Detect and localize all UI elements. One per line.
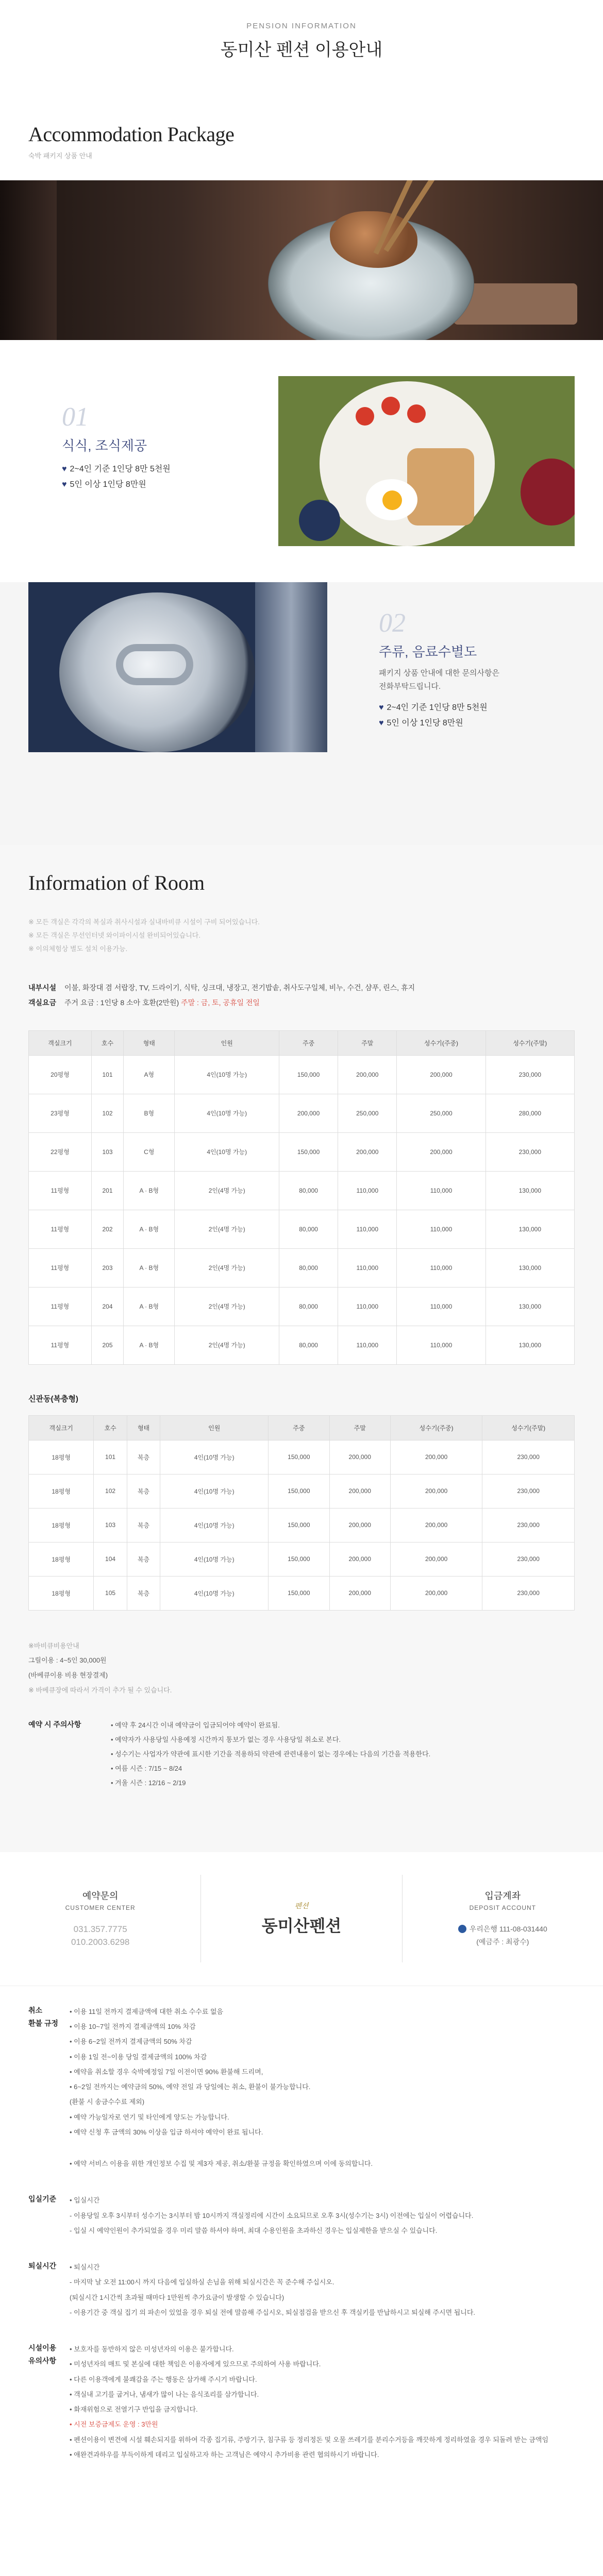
page-header (0, 0, 603, 90)
breakfast-photo (278, 376, 575, 546)
facility-info (28, 980, 575, 1011)
table-row (29, 1542, 575, 1576)
customer-center-title: 예약문의 (82, 1890, 119, 1901)
heart-icon: ♥ (62, 480, 67, 489)
table-header-cell: 주말 (329, 1415, 390, 1440)
list-item: - 입실 시 예약인원이 추가되었을 경우 미리 말씀 하셔야 하며, 최대 수용인원을 초과하신 경우는 입실제한을 받으실 수 있습니다. (70, 2226, 438, 2234)
table-cell: 202 (91, 1210, 123, 1248)
table-cell: 18평형 (29, 1474, 94, 1508)
bank-info: 우리은행 111-08-031440 (예금주 : 최광수) (403, 1923, 603, 1948)
room-rate-table (28, 1030, 575, 1365)
table-cell: 230,000 (485, 1055, 574, 1094)
customer-center-subtitle: CUSTOMER CENTER (65, 1904, 136, 1911)
table-cell: A형 (124, 1055, 175, 1094)
package-title: Accommodation Package (28, 123, 234, 146)
cancel-policy: 취소 환불 규정 • 이용 11일 전까지 결제금액에 대한 취소 수수료 없음 • 이용 10~7일 전까지 결제금액의 10% 차감 • 이용 6~2일 전까지 결제금액의 50% 차감 • 이용 1일 전~이용 당일 결제금액의 100% 차감 • 예약을 취소할 경우 숙박예정일 7일 이전이면 90% 환불해 드리며, • 6~2일 전까지는 예약금의 50%, 예약 전일 과 당일에는 취소, 환불이 불가능합니다. (환불 시 송금수수료 제외) • 예약 가능일자로 연기 및 타인에게 양도는 가능합니다. • 예약 신청 후 금액의 30% 이상을 입금 하셔야 예약이 완료 됩니다. • 예약 서비스 이용을 위한 개인정보 수집 및 제3자 제공, 취소/환불 규정을 확인하였으며 이에 동의합니다. (28, 2004, 575, 2172)
table-cell: 150,000 (269, 1508, 329, 1542)
table-cell: 80,000 (279, 1210, 338, 1248)
table-cell: 23평형 (29, 1094, 92, 1132)
table-cell: 110,000 (338, 1326, 397, 1364)
table-cell: 20평형 (29, 1055, 92, 1094)
table-header-cell: 호수 (91, 1030, 123, 1055)
table-cell: 2인(4명 가능) (175, 1210, 279, 1248)
list-item: • 다른 이용객에게 불쾌감을 주는 행동은 삼가해 주시기 바랍니다. (70, 2375, 257, 2383)
table-cell: 200,000 (338, 1132, 397, 1171)
table-cell: 22평형 (29, 1132, 92, 1171)
list-item: - 이용당일 오후 3시부터 성수기는 3시부터 밤 10시까지 객실정리에 시간이 소요되므로 오후 3시(성수기는 3시) 이전에는 입실이 어렵습니다. (70, 2211, 474, 2219)
table-cell: 105 (94, 1576, 127, 1610)
table-cell: 4인(10명 가능) (160, 1508, 269, 1542)
table-row (29, 1171, 575, 1210)
table-cell: 80,000 (279, 1287, 338, 1326)
list-item (70, 2140, 373, 2156)
offer-meal (0, 340, 603, 582)
list-item: • 입실시간 (70, 2196, 100, 2205)
table-cell: 110,000 (338, 1171, 397, 1210)
package-subtitle: 숙박 패키지 상품 안내 (28, 152, 92, 160)
table-cell: 110,000 (397, 1287, 485, 1326)
list-item: • 애완견과하우를 부득이하게 데리고 입실하고자 하는 고객님은 예약시 추가비용 관련 협의하시기 바랍니다. (70, 2450, 379, 2459)
table-cell: 150,000 (269, 1576, 329, 1610)
table-cell: 200,000 (329, 1508, 390, 1542)
list-item: • 미성년자의 매트 및 본실에 대한 책임은 이용자에게 있으므로 주의하여 사용 바랍니다. (70, 2360, 321, 2368)
table-cell: 104 (94, 1542, 127, 1576)
table-header-cell: 주중 (279, 1030, 338, 1055)
policy-section (0, 1986, 603, 2493)
table-cell: 복층 (127, 1508, 160, 1542)
table-cell: 130,000 (485, 1171, 574, 1210)
list-item: • 펜션이용이 변견에 시설 훼손되지를 위하여 각종 집기류, 주방기구, 침구류 등 정리정돈 및 오물 쓰레기를 분리수거등을 깨끗하게 정리하였을 경우 되돌려 받는 금액임 (70, 2435, 549, 2444)
table-cell: 102 (91, 1094, 123, 1132)
pension-logo: 펜션 동미산펜션 (200, 1875, 402, 1962)
customer-center (0, 1889, 200, 1949)
table-cell: 103 (94, 1508, 127, 1542)
table-cell: 101 (94, 1440, 127, 1474)
table-header-cell: 호수 (94, 1415, 127, 1440)
table-cell: A · B형 (124, 1210, 175, 1248)
list-item: • 이용 1일 전~이용 당일 결제금액의 100% 차감 (70, 2053, 207, 2061)
table-cell: 200,000 (397, 1055, 485, 1094)
list-item: • 보호자를 동반하지 않은 미성년자의 이용은 불가합니다. (70, 2345, 234, 2353)
offer-title: 식식, 조식제공 (62, 438, 147, 453)
offer-price-list (379, 700, 499, 732)
table-cell: 110,000 (397, 1248, 485, 1287)
table-row (29, 1440, 575, 1474)
table-cell: 200,000 (390, 1508, 482, 1542)
table-cell: 11평형 (29, 1248, 92, 1287)
table-cell: 250,000 (338, 1094, 397, 1132)
table-cell: 130,000 (485, 1287, 574, 1326)
list-item: • 예약을 취소할 경우 숙박예정일 7일 이전이면 90% 환불해 드리며, (70, 2067, 263, 2076)
table-row (29, 1576, 575, 1610)
table-cell: 11평형 (29, 1210, 92, 1248)
table-cell: 2인(4명 가능) (175, 1287, 279, 1326)
table-cell: 200,000 (397, 1132, 485, 1171)
table-header-cell: 객실크기 (29, 1415, 94, 1440)
facility-label: 내부시설 (28, 984, 57, 992)
table-cell: 4인(10명 가능) (160, 1474, 269, 1508)
annex-title: 신관동(복층형) (28, 1394, 78, 1403)
list-item: • 이용 10~7일 전까지 결제금액의 10% 차감 (70, 2023, 196, 2031)
table-cell: 205 (91, 1326, 123, 1364)
drink-can-photo (28, 582, 327, 752)
reservation-notes (28, 1718, 575, 1790)
room-notes: ※ 모든 객실은 각각의 복실과 취사시설과 실내바비큐 시설이 구비 되어있습니다. ※ 모든 객실은 무선인터넷 와이파이시설 완비되어있습니다. ※ 이의체험상 별도 설치 이용가능. (28, 918, 260, 953)
table-cell: 복층 (127, 1474, 160, 1508)
table-cell: 4인(10명 가능) (160, 1542, 269, 1576)
table-cell: 150,000 (269, 1440, 329, 1474)
table-row (29, 1055, 575, 1094)
contact-section (0, 1852, 603, 1986)
table-cell: 230,000 (482, 1508, 575, 1542)
table-cell: 200,000 (279, 1094, 338, 1132)
list-item: (환불 시 송금수수료 제외) (70, 2098, 145, 2106)
table-cell: 80,000 (279, 1171, 338, 1210)
table-cell: 200,000 (329, 1440, 390, 1474)
table-cell: 복층 (127, 1542, 160, 1576)
list-item: • 겨울 시즌 : 12/16 ~ 2/19 (111, 1778, 186, 1787)
table-cell: 200,000 (338, 1055, 397, 1094)
heart-icon: ♥ (379, 703, 384, 712)
table-cell: A · B형 (124, 1171, 175, 1210)
bbq-info: ※바비큐비용안내 그릴이용 : 4~5인 30,000원 (바베큐이용 비용 현장결제) ※ 바베큐장에 따라서 가격이 추가 될 수 있습니다. (28, 1641, 172, 1694)
table-row (29, 1210, 575, 1248)
table-cell: 230,000 (482, 1440, 575, 1474)
table-cell: 2인(4명 가능) (175, 1326, 279, 1364)
offer-title: 주류, 음료수별도 (379, 644, 477, 659)
list-item: • 시전 보증금제도 운영 : 3만원 (70, 2420, 158, 2429)
offer-number: 02 (379, 608, 406, 638)
table-cell: 2인(4명 가능) (175, 1171, 279, 1210)
table-row (29, 1508, 575, 1542)
table-cell: A · B형 (124, 1248, 175, 1287)
table-cell: 150,000 (269, 1542, 329, 1576)
room-information (0, 845, 603, 1852)
table-cell: 103 (91, 1132, 123, 1171)
table-header-cell: 주중 (269, 1415, 329, 1440)
list-item: • 예약 서비스 이용을 위한 개인정보 수집 및 제3자 제공, 취소/환불 규정을 확인하였으며 이에 동의합니다. (70, 2160, 373, 2168)
deposit-account (403, 1889, 603, 1948)
phone-numbers[interactable]: 031.357.7775 010.2003.6298 (71, 1924, 130, 1947)
table-cell: A · B형 (124, 1326, 175, 1364)
table-cell: 200,000 (390, 1440, 482, 1474)
table-cell: 복층 (127, 1440, 160, 1474)
page-title: 동미산 펜션 이용안내 (220, 40, 383, 60)
list-item: (퇴실시간 1시간씩 초과될 때마다 1만원씩 추가요금이 발생할 수 있습니다) (70, 2293, 284, 2301)
list-item: ♥ 5인 이상 1인당 8만원 (379, 719, 463, 728)
table-cell: 18평형 (29, 1508, 94, 1542)
table-row (29, 1094, 575, 1132)
list-item: • 예약자가 사용당일 사용예정 시간까지 통보가 없는 경우 사용당일 취소로 본다. (111, 1736, 341, 1744)
list-item: ♥ 2~4인 기준 1인당 8만 5천원 (379, 703, 488, 712)
table-cell: 11평형 (29, 1287, 92, 1326)
offer-description: 패키지 상품 안내에 대한 문의사항은 전화부탁드립니다. (379, 669, 500, 691)
list-item: • 이용 6~2일 전까지 결제금액의 50% 차감 (70, 2038, 192, 2046)
table-cell: 복층 (127, 1576, 160, 1610)
table-cell: 80,000 (279, 1248, 338, 1287)
table-row (29, 1326, 575, 1364)
table-cell: 11평형 (29, 1326, 92, 1364)
table-cell: 250,000 (397, 1094, 485, 1132)
table-cell: 2인(4명 가능) (175, 1248, 279, 1287)
list-item: • 여름 시즌 : 7/15 ~ 8/24 (111, 1764, 182, 1772)
table-row (29, 1248, 575, 1287)
table-header-cell: 형태 (124, 1030, 175, 1055)
table-cell: C형 (124, 1132, 175, 1171)
table-cell: 230,000 (482, 1474, 575, 1508)
table-cell: 110,000 (338, 1210, 397, 1248)
table-cell: 150,000 (279, 1055, 338, 1094)
table-cell: 18평형 (29, 1542, 94, 1576)
table-cell: 18평형 (29, 1576, 94, 1610)
list-item: • 퇴실시간 (70, 2263, 100, 2272)
room-title: Information of Room (28, 871, 205, 894)
table-header-cell: 성수기(주중) (397, 1030, 485, 1055)
table-cell: 150,000 (279, 1132, 338, 1171)
table-row (29, 1132, 575, 1171)
offer-number: 01 (62, 402, 89, 432)
checkout-policy: 퇴실시간 • 퇴실시간 - 마지막 날 오전 11:00시 까지 다음에 입실하실 손님을 위해 퇴실시간은 꼭 준수해 주십시오. (퇴실시간 1시간씩 초과될 때마다 1만원씩 추가요금이 발생할 수 있습니다) - 이용기간 중 객실 집기 의 파손이 있었을 경우 퇴실 전에 말씀해 주십시오, 퇴실점검을 받으신 후 객실키를 반납하시고 퇴실해 주시면 됩니다. (28, 2260, 575, 2320)
table-row (29, 1287, 575, 1326)
table-cell: 230,000 (482, 1542, 575, 1576)
package-banner-image (0, 180, 603, 340)
table-cell: 201 (91, 1171, 123, 1210)
annex-rate-table (28, 1415, 575, 1611)
table-cell: 230,000 (482, 1576, 575, 1610)
table-header-cell: 주말 (338, 1030, 397, 1055)
list-item: • 이용 11일 전까지 결제금액에 대한 취소 수수료 없음 (70, 2007, 224, 2015)
deposit-title: 입금계좌 (484, 1891, 521, 1902)
table-cell: 80,000 (279, 1326, 338, 1364)
reservation-label: 예약 시 주의사항 (28, 1720, 81, 1729)
table-cell: 110,000 (397, 1210, 485, 1248)
table-cell: 230,000 (485, 1132, 574, 1171)
rate-text: 주거 요금 : 1인당 8 소아 호환(2만원) 주말 : 금, 토, 공휴일 전일 (64, 998, 260, 1007)
table-cell: 130,000 (485, 1210, 574, 1248)
list-item: • 예약 신청 후 금액의 30% 이상을 입금 하셔야 예약이 완료 됩니다. (70, 2128, 263, 2136)
facility-notice: 시설이용 유의사항 • 보호자를 동반하지 않은 미성년자의 이용은 불가합니다. • 미성년자의 매트 및 본실에 대한 책임은 이용자에게 있으므로 주의하여 사용 바랍니다. • 다른 이용객에게 불쾌감을 주는 행동은 삼가해 주시기 바랍니다. • 객실내 고기를 굽거나, 냄새가 많이 나는 음식조리를 삼가합니다. • 화재위험으로 전열기구 반입을 금지합니다. • 시전 보증금제도 운영 : 3만원 • 펜션이용이 변견에 시설 훼손되지를 위하여 각종 집기류, 주방기구, 침구류 등 정리정돈 및 오물 쓰레기를 분리수거등을 깨끗하게 정리하였을 경우 되돌려 받는 금액임 • 애완견과하우를 부득이하게 데리고 입실하고자 하는 고객님은 예약시 추가비용 관련 협의하시기 바랍니다. (28, 2342, 575, 2462)
table-cell: 110,000 (397, 1326, 485, 1364)
table-cell: 4인(10명 가능) (160, 1576, 269, 1610)
list-item: - 이용기간 중 객실 집기 의 파손이 있었을 경우 퇴실 전에 말씀해 주십시오, 퇴실점검을 받으신 후 객실키를 반납하시고 퇴실해 주시면 됩니다. (70, 2308, 476, 2316)
table-cell: 18평형 (29, 1440, 94, 1474)
list-item: • 예약 후 24시간 이내 예약금이 입금되어야 예약이 완료됨. (111, 1721, 280, 1730)
table-cell: A · B형 (124, 1287, 175, 1326)
bank-icon (458, 1925, 466, 1933)
table-cell: 130,000 (485, 1326, 574, 1364)
list-item: • 성수기는 사업자가 약관에 표시한 기간을 적용하되 약관에 관련내용이 없는 경우에는 다음의 기간을 적용한다. (111, 1750, 431, 1758)
table-cell: 200,000 (329, 1542, 390, 1576)
table-cell: 200,000 (390, 1542, 482, 1576)
table-cell: 110,000 (338, 1287, 397, 1326)
list-item: • 6~2일 전까지는 예약금의 50%, 예약 전일 과 당일에는 취소, 환불이 불가능합니다. (70, 2083, 311, 2091)
page-eyebrow: PENSION INFORMATION (246, 22, 357, 30)
table-cell: 11평형 (29, 1171, 92, 1210)
heart-icon: ♥ (379, 719, 384, 728)
offer-drinks (0, 582, 603, 845)
table-cell: 150,000 (269, 1474, 329, 1508)
table-row (29, 1474, 575, 1508)
table-cell: 4인(10명 가능) (175, 1094, 279, 1132)
table-cell: 110,000 (397, 1171, 485, 1210)
table-cell: B형 (124, 1094, 175, 1132)
list-item: ♥ 5인 이상 1인당 8만원 (62, 480, 146, 489)
table-cell: 102 (94, 1474, 127, 1508)
table-header-cell: 인원 (160, 1415, 269, 1440)
list-item: - 마지막 날 오전 11:00시 까지 다음에 입실하실 손님을 위해 퇴실시간은 꼭 준수해 주십시오. (70, 2278, 334, 2286)
table-cell: 203 (91, 1248, 123, 1287)
table-cell: 280,000 (485, 1094, 574, 1132)
checkin-policy: 입실기준 • 입실시간 - 이용당일 오후 3시부터 성수기는 3시부터 밤 10시까지 객실정리에 시간이 소요되므로 오후 3시(성수기는 3시) 이전에는 입실이 어렵습니다. - 입실 시 예약인원이 추가되었을 경우 미리 말씀 하셔야 하며, 최대 수용인원을 초과하신 경우는 입실제한을 받으실 수 있습니다. (28, 2193, 575, 2238)
table-header-cell: 객실크기 (29, 1030, 92, 1055)
rate-label: 객실요금 (28, 998, 57, 1007)
table-cell: 4인(10명 가능) (160, 1440, 269, 1474)
table-header-cell: 성수기(주중) (390, 1415, 482, 1440)
table-cell: 130,000 (485, 1248, 574, 1287)
offer-price-list (62, 462, 171, 493)
table-header-cell: 성수기(주말) (485, 1030, 574, 1055)
heart-icon: ♥ (62, 465, 67, 473)
facility-text: 이불, 화장대 겸 서랍장, TV, 드라이기, 식탁, 싱크대, 냉장고, 전기밥솥, 취사도구일체, 비누, 수건, 샴푸, 린스, 휴지 (64, 984, 415, 992)
table-header-cell: 성수기(주말) (482, 1415, 575, 1440)
package-header (0, 90, 603, 180)
table-cell: 200,000 (390, 1474, 482, 1508)
list-item: • 예약 가능일자로 연기 및 타인에게 양도는 가능합니다. (70, 2113, 229, 2121)
list-item: ♥ 2~4인 기준 1인당 8만 5천원 (62, 465, 171, 473)
table-cell: 4인(10명 가능) (175, 1132, 279, 1171)
deposit-subtitle: DEPOSIT ACCOUNT (469, 1904, 537, 1912)
table-cell: 204 (91, 1287, 123, 1326)
table-header-cell: 인원 (175, 1030, 279, 1055)
table-cell: 4인(10명 가능) (175, 1055, 279, 1094)
list-item: • 객실내 고기를 굽거나, 냄새가 많이 나는 음식조리를 삼가합니다. (70, 2390, 259, 2398)
table-cell: 101 (91, 1055, 123, 1094)
table-cell: 110,000 (338, 1248, 397, 1287)
table-cell: 200,000 (329, 1474, 390, 1508)
table-cell: 200,000 (390, 1576, 482, 1610)
list-item: • 화재위험으로 전열기구 반입을 금지합니다. (70, 2405, 198, 2414)
table-cell: 200,000 (329, 1576, 390, 1610)
table-header-cell: 형태 (127, 1415, 160, 1440)
